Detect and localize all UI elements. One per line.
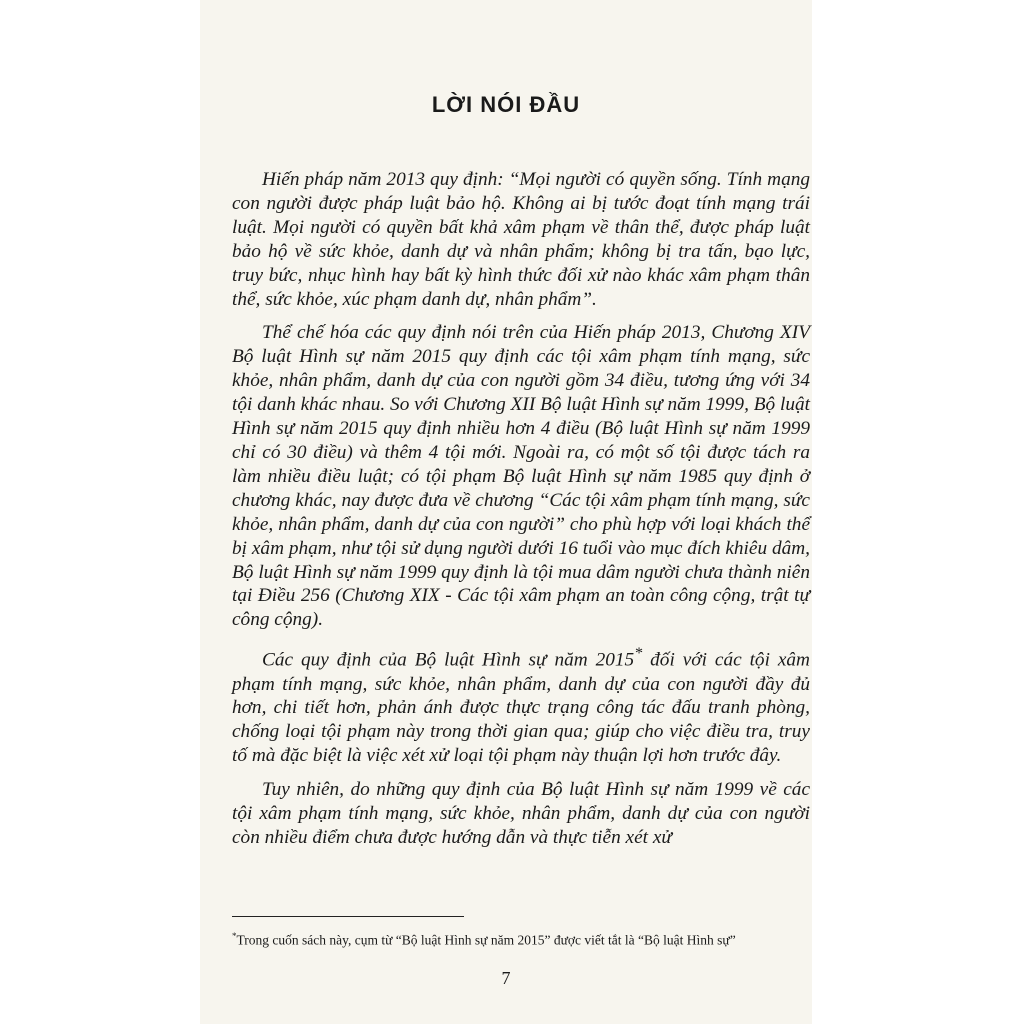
footnote-marker: * <box>232 931 237 941</box>
footnote-reference: * <box>634 645 643 663</box>
body-text <box>232 168 810 850</box>
paragraph-3-start: Các quy định của Bộ luật Hình sự năm 2015 <box>262 649 635 671</box>
footnote-text: Trong cuốn sách này, cụm từ “Bộ luật Hình sự năm 2015” được viết tắt là “Bộ luật Hình sự” <box>236 932 736 948</box>
paragraph-3-end: đối với các tội xâm phạm tính mạng, sức khỏe, nhân phẩm, danh dự của con người đầy đủ hơn, chi tiết hơn, phản ánh được thực trạng công tác đấu tranh phòng, chống loại tội phạm này trong thời gian qua; giúp cho việc điều tra, truy tố mà đặc biệt là việc xét xử loại tội phạm này thuận lợi hơn trước đây. <box>232 649 810 767</box>
footnote-divider <box>232 916 464 917</box>
paragraph-3 <box>232 642 810 768</box>
paragraph-4: Tuy nhiên, do những quy định của Bộ luật Hình sự năm 1999 về các tội xâm phạm tính mạng, sức khỏe, nhân phẩm, danh dự của con người còn nhiều điểm chưa được hướng dẫn và thực tiễn xét xử <box>232 779 810 848</box>
paragraph-2: Thể chế hóa các quy định nói trên của Hiến pháp 2013, Chương XIV Bộ luật Hình sự năm 2015 quy định các tội xâm phạm tính mạng, sức khỏe, nhân phẩm, danh dự của con người gồm 34 điều, tương ứng với 34 tội danh khác nhau. So với Chương XII Bộ luật Hình sự năm 1999, Bộ luật Hình sự năm 2015 quy định nhiều hơn 4 điều (Bộ luật Hình sự năm 1999 chỉ có 30 điều) và thêm 4 tội mới. Ngoài ra, có một số tội được tách ra làm nhiều điều luật; có tội phạm Bộ luật Hình sự năm 1985 quy định ở chương khác, nay được đưa về chương “Các tội xâm phạm tính mạng, sức khỏe, nhân phẩm, danh dự của con người” cho phù hợp với loại khách thể bị xâm phạm, như tội sử dụng người dưới 16 tuổi vào mục đích khiêu dâm, Bộ luật Hình sự năm 1999 quy định là tội mua dâm người chưa thành niên tại Điều 256 (Chương XIX - Các tội xâm phạm an toàn công cộng, trật tự công cộng). <box>232 322 810 631</box>
paragraph-1: Hiến pháp năm 2013 quy định: “Mọi người có quyền sống. Tính mạng con người được pháp luật bảo hộ. Không ai bị tước đoạt tính mạng trái luật. Mọi người có quyền bất khả xâm phạm về thân thể, được pháp luật bảo hộ về sức khỏe, danh dự và nhân phẩm; không bị tra tấn, bạo lực, truy bức, nhục hình hay bất kỳ hình thức đối xử nào khác xâm phạm thân thể, sức khỏe, xúc phạm danh dự, nhân phẩm”. <box>232 169 810 310</box>
footnote <box>232 928 822 949</box>
page-number: 7 <box>501 968 511 988</box>
page-title: LỜI NÓI ĐẦU <box>431 92 581 117</box>
